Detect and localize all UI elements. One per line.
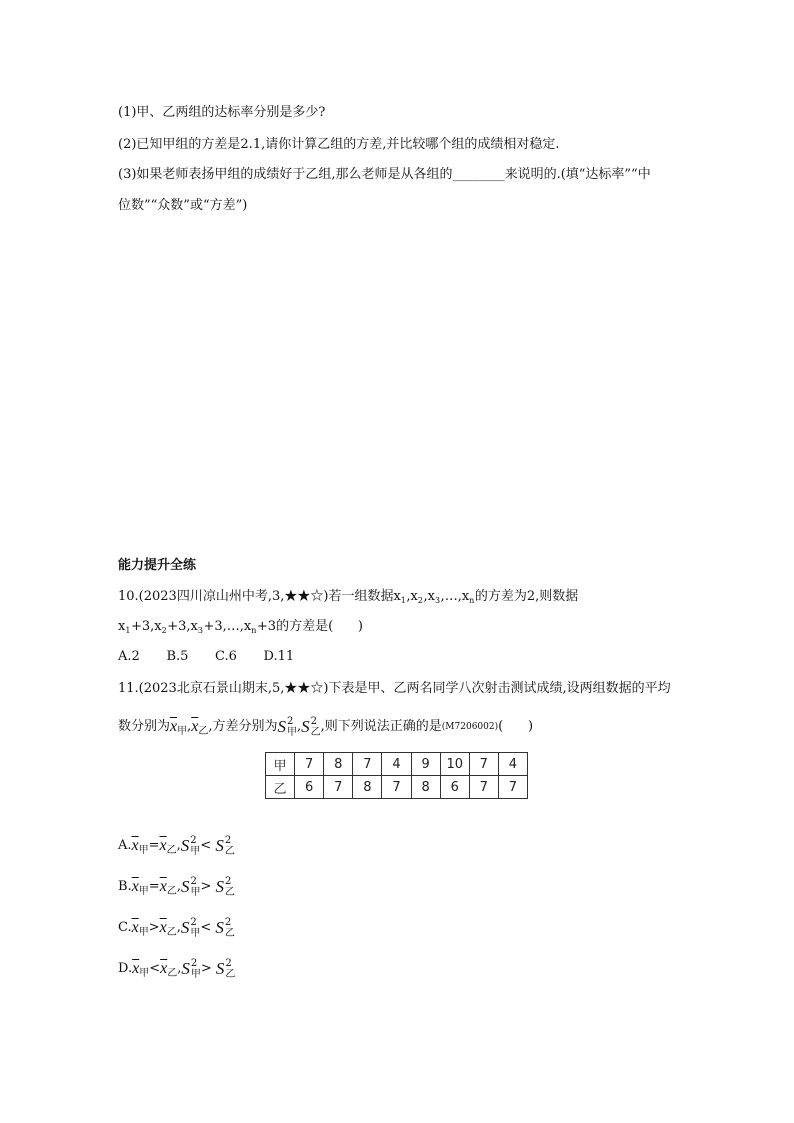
q11-stem-mid: ,方差分别为 [208,719,278,734]
superscript-2: 2 [224,917,232,928]
comma: , [186,619,191,634]
subscript-yi: 乙 [198,726,209,737]
q10-stem-mid: 的方差为2,则数据 [474,589,579,604]
variance-jia-symbol [181,835,201,857]
scores-table [265,752,528,799]
q11-stem-line1 [118,681,671,697]
variance-s: S [180,918,190,937]
subscript-2: 2 [161,626,167,635]
subscript-jia: 甲 [139,968,150,979]
q10-stem-line1 [118,589,578,605]
q3-text-after-blank: 来说明的.(填“达标率”“中 [504,167,651,182]
superscript-2: 2 [225,958,232,969]
variance-jia-symbol [181,958,201,980]
mean-x: $\overline{x}$ [131,878,139,895]
table-cell: 4 [498,753,527,776]
sup-sub-stack [190,917,200,939]
subscript-n: n [469,596,475,605]
q1-text: (1)甲、乙两组的达标率分别是多少? [118,105,326,120]
option-letter: A. [118,838,132,853]
option-letter: D. [118,961,133,976]
shift-plus-3: +3 [203,619,223,634]
shift-plus-3: +3 [256,619,277,634]
variance-yi-symbol [215,835,235,857]
mean-x: $\overline{x}$ [132,960,140,977]
variance-relation: > [200,879,216,894]
table-cell: 8 [353,776,382,799]
table-cell: 7 [353,753,382,776]
var-x: x [118,619,126,634]
section-title: 能力提升全练 [118,558,197,573]
q10-option-b: B.5 [166,649,189,664]
q3-text-continued: 位数”“众数”或“方差”) [118,198,248,213]
subscript-jia: 甲 [190,928,201,939]
q3-answer-blank: ________ [452,167,505,182]
mean-jia-symbol [132,919,149,937]
subscript-yi: 乙 [167,968,178,979]
mean-yi-symbol [191,718,208,736]
superscript-2: 2 [190,958,198,969]
table-cell: 7 [382,776,411,799]
var-x: x [154,619,162,634]
q3-text-before-blank: (3)如果老师表扬甲组的成绩好于乙组,那么老师是从各组的 [118,167,453,182]
superscript-2: 2 [190,835,197,846]
q3-line2 [118,198,247,214]
row-label-yi: 乙 [266,776,295,799]
q11-stem-text: 11.(2023北京石景山期末,5,★★☆)下表是甲、乙两名同学八次射击测试成绩,设两组数据的平均 [118,681,671,696]
variance-yi-symbol [215,917,235,939]
variance-relation: < [200,838,216,853]
var-x: x [393,589,401,604]
q10-option-d: D.11 [263,649,295,664]
q3-line1 [118,167,651,183]
option-letter: C. [118,920,132,935]
sup-sub-stack [190,876,200,898]
mean-x: $\overline{x}$ [159,919,167,936]
subscript-jia: 甲 [138,886,149,897]
mean-yi-symbol [160,919,177,937]
comma: , [423,589,428,604]
mean-yi-symbol [160,960,177,978]
superscript-2: 2 [224,835,232,846]
mean-relation: > [148,920,160,935]
variance-jia-symbol [181,917,201,939]
table-cell: 9 [411,753,440,776]
mean-x: $\overline{x}$ [160,960,168,977]
superscript-2: 2 [310,716,318,727]
mean-yi-symbol [160,878,177,896]
option-letter: B. [118,879,132,894]
subscript-yi: 乙 [225,969,236,980]
subscript-3: 3 [197,626,203,635]
mean-jia-symbol [170,718,187,736]
q10-option-c: C.6 [215,649,237,664]
mean-x: $\overline{x}$ [131,837,139,854]
mean-relation: = [148,879,160,894]
comma: , [187,719,192,734]
table-cell: 10 [440,753,469,776]
variance-relation: > [200,961,216,976]
table-cell: 4 [382,753,411,776]
comma: , [297,719,302,734]
mean-jia-symbol [132,837,149,855]
q10-stem-lead: 10.(2023四川凉山州中考,3,★★☆)若一组数据 [118,589,394,604]
mean-x: $\overline{x}$ [159,837,167,854]
variance-s: S [215,877,224,896]
table-cell: 6 [440,776,469,799]
subscript-yi: 乙 [166,927,177,938]
mean-relation: = [148,838,160,853]
subscript-jia: 甲 [138,845,149,856]
q11-option-d [118,958,235,980]
variance-jia-symbol [278,716,298,738]
ellipsis: … [226,619,240,634]
variance-yi-symbol [216,958,236,980]
table-row-yi [266,776,528,799]
q11-stem-tail: ,则下列说法正确的是 [320,719,442,734]
subscript-2: 2 [417,596,423,605]
variance-s: S [215,959,225,978]
sup-sub-stack [287,716,297,738]
subscript-1: 1 [125,626,131,635]
subscript-yi: 乙 [310,727,321,738]
sup-sub-stack [225,876,235,898]
var-x: x [243,619,252,634]
comma: , [177,961,182,976]
mean-x: $\overline{x}$ [191,718,199,735]
q10-option-a: A.2 [118,649,140,664]
q2-text: (2)已知甲组的方差是2.1,请你计算乙组的方差,并比较哪个组的成绩相对稳定. [118,137,560,152]
q11-question-code: (M7206002) [441,722,499,732]
comma: , [406,589,411,604]
ellipsis: … [444,589,458,604]
mean-relation: < [149,961,161,976]
comma: , [176,838,181,853]
q10-stem-tail: 的方差是( ) [276,619,364,634]
superscript-2: 2 [287,716,294,727]
table-cell: 7 [498,776,527,799]
table-cell: 7 [469,776,498,799]
comma: , [176,920,181,935]
table-cell: 7 [469,753,498,776]
superscript-2: 2 [190,917,197,928]
q11-stem-lead: 数分别为 [118,719,171,734]
q10-stem-line2 [118,619,363,635]
subscript-yi: 乙 [166,886,177,897]
mean-jia-symbol [132,878,149,896]
variance-s: S [301,717,310,736]
sup-sub-stack [225,958,235,980]
mean-yi-symbol [160,837,177,855]
subscript-jia: 甲 [138,927,149,938]
q10-options [118,649,312,665]
subscript-jia: 甲 [287,727,298,738]
q11-option-a [118,835,235,857]
variance-jia-symbol [181,876,201,898]
table-row-jia [266,753,528,776]
subscript-3: 3 [434,596,441,605]
subscript-yi: 乙 [224,928,235,939]
comma: , [222,619,227,634]
comma: , [440,589,445,604]
comma: , [239,619,244,634]
variance-s: S [181,959,190,978]
superscript-2: 2 [190,876,197,887]
var-x: x [190,619,198,634]
shift-plus-3: +3 [167,619,187,634]
var-x: x [461,589,470,604]
subscript-1: 1 [400,596,406,605]
table-cell: 6 [295,776,324,799]
sup-sub-stack [311,716,321,738]
variance-s: S [277,717,287,736]
subscript-yi: 乙 [224,887,235,898]
mean-x: $\overline{x}$ [170,718,178,735]
q11-answer-paren: ( ) [498,719,534,734]
table-cell: 7 [324,776,353,799]
variance-s: S [180,836,190,855]
mean-x: $\overline{x}$ [131,919,139,936]
mean-x: $\overline{x}$ [159,878,167,895]
variance-yi-symbol [301,716,321,738]
sup-sub-stack [190,835,200,857]
shift-plus-3: +3 [130,619,151,634]
comma: , [176,879,181,894]
subscript-jia: 甲 [177,726,188,737]
var-x: x [427,589,435,604]
sup-sub-stack [225,917,235,939]
table-cell: 7 [295,753,324,776]
table-cell: 8 [324,753,353,776]
q1-line [118,105,325,121]
variance-s: S [180,877,190,896]
sup-sub-stack [225,835,235,857]
mean-jia-symbol [132,960,149,978]
q11-stem-line2 [118,716,533,738]
variance-s: S [215,836,224,855]
subscript-jia: 甲 [190,846,201,857]
section-title-line [118,558,196,574]
subscript-n: n [251,626,257,635]
table-cell: 8 [411,776,440,799]
variance-yi-symbol [215,876,235,898]
q11-option-b [118,876,235,898]
variance-relation: < [200,920,216,935]
subscript-yi: 乙 [166,845,177,856]
sup-sub-stack [191,958,201,980]
variance-s: S [215,918,224,937]
q2-line [118,137,560,153]
superscript-2: 2 [224,876,232,887]
row-label-jia: 甲 [266,753,295,776]
comma: , [457,589,462,604]
subscript-jia: 甲 [190,969,201,980]
var-x: x [410,589,418,604]
subscript-jia: 甲 [190,887,201,898]
q11-option-c [118,917,235,939]
subscript-yi: 乙 [224,846,235,857]
comma: , [150,619,155,634]
